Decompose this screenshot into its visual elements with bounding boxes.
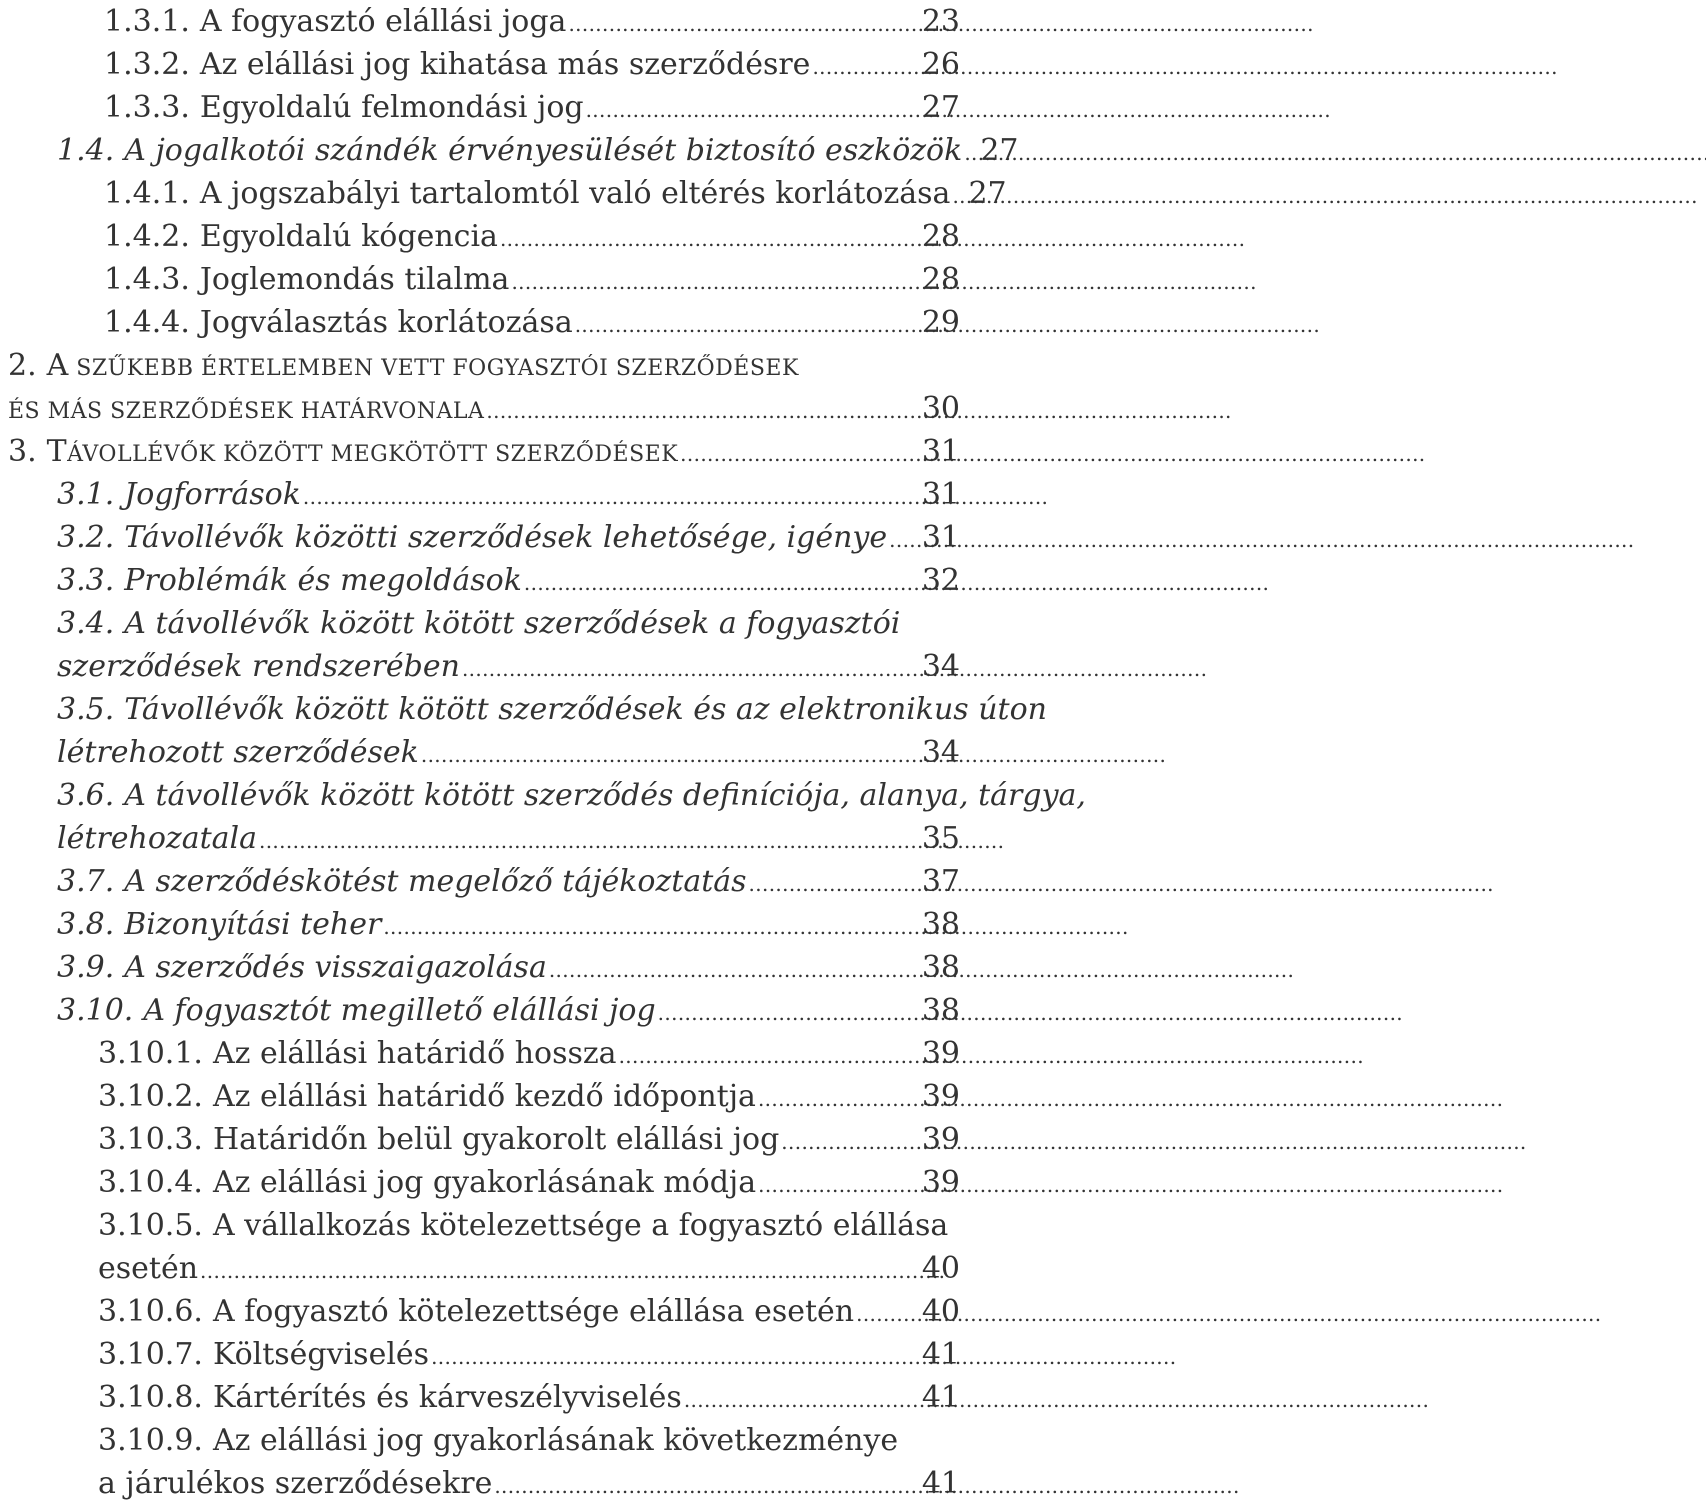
dot-leader	[856, 1290, 918, 1336]
toc-line	[57, 774, 1086, 817]
toc-entry-title: A jogalkotói szándék érvényesülését biztosító eszközök	[124, 133, 963, 168]
dot-leader	[383, 903, 917, 949]
toc-entry-title: Egyoldalú kógencia	[199, 219, 498, 254]
toc-page-number: 34	[921, 649, 960, 684]
toc-line	[8, 387, 960, 430]
toc-entry-number: 3.8.	[57, 907, 115, 942]
dot-leader	[952, 172, 964, 218]
toc-entry-number: 1.3.1.	[104, 4, 190, 39]
dot-leader	[568, 0, 917, 46]
toc-entry-title: Problémák és megoldások	[124, 563, 522, 598]
toc-entry-number: 3.1.	[57, 477, 115, 512]
toc-entry-number: 3.	[8, 434, 37, 469]
dot-leader	[889, 516, 918, 562]
toc-entry-number: 3.10.	[57, 993, 134, 1028]
toc-entry-title: Jogforrások	[124, 477, 301, 512]
toc-line	[104, 258, 960, 301]
dot-leader	[200, 1247, 918, 1293]
toc-entry-title: A vállalkozás kötelezettsége a fogyasztó elállása	[212, 1208, 949, 1243]
toc-page-number: 28	[921, 262, 960, 297]
dot-leader	[462, 645, 918, 691]
dot-leader	[500, 215, 918, 261]
dot-leader	[781, 1118, 918, 1164]
toc-entry-number: 2.	[8, 348, 37, 383]
toc-entry-title: Az elállási jog gyakorlásának módja	[212, 1165, 757, 1200]
toc-line	[57, 602, 960, 645]
toc-line	[8, 430, 960, 473]
dot-leader	[494, 1462, 917, 1508]
dot-leader	[812, 43, 917, 89]
toc-line	[98, 1032, 960, 1075]
toc-line	[57, 903, 960, 946]
toc-entry-title: Az elállási jog gyakorlásának következménye	[212, 1423, 899, 1458]
toc-line	[98, 1462, 960, 1505]
toc-entry-number: 1.4.4.	[104, 305, 190, 340]
toc-entry-number: 3.9.	[57, 950, 115, 985]
toc-entry-title: A SZŰKEBB ÉRTELEMBEN VETT FOGYASZTÓI SZERZŐDÉSEK	[46, 348, 799, 383]
toc-entry-number: 3.6.	[57, 778, 115, 813]
toc-entry-number: 3.10.5.	[98, 1208, 203, 1243]
toc-line	[98, 1290, 960, 1333]
toc-entry-number: 3.10.3.	[98, 1122, 203, 1157]
toc-line	[57, 516, 960, 559]
toc-entry-title: TÁVOLLÉVŐK KÖZÖTT MEGKÖTÖTT SZERZŐDÉSEK	[46, 434, 679, 469]
toc-entry-title: Távollévők közötti szerződések lehetősége, igénye	[124, 520, 888, 555]
toc-entry-title: A távollévők között kötött szerződés definíciója, alanya, tárgya,	[124, 778, 1086, 813]
toc-entry-number: 3.5.	[57, 692, 115, 727]
toc-page-number: 35	[921, 821, 960, 856]
toc-line	[104, 215, 960, 258]
toc-line	[98, 1204, 960, 1247]
toc-entry-number: 3.7.	[57, 864, 115, 899]
toc-page-number: 39	[921, 1079, 960, 1114]
toc-line	[98, 1419, 960, 1462]
toc-line	[57, 129, 1019, 172]
toc-line	[57, 731, 960, 774]
toc-line	[104, 172, 1007, 215]
dot-leader	[964, 129, 976, 175]
dot-leader	[619, 1032, 918, 1078]
dot-leader	[575, 301, 918, 347]
toc-line	[98, 1333, 960, 1376]
toc-entry-title: A szerződéskötést megelőző tájékoztatás	[124, 864, 747, 899]
toc-entry-number: 3.3.	[57, 563, 115, 598]
toc-page-number: 31	[921, 477, 960, 512]
dot-leader	[486, 387, 917, 433]
dot-leader	[431, 1333, 918, 1379]
toc-entry-title: A fogyasztót megillető elállási jog	[143, 993, 656, 1028]
toc-entry-number: 1.3.2.	[104, 47, 190, 82]
dot-leader	[684, 1376, 918, 1422]
toc-entry-number: 3.2.	[57, 520, 115, 555]
toc-entry-title: esetén	[98, 1251, 199, 1286]
toc-entry-title: Az elállási határidő hossza	[212, 1036, 617, 1071]
toc-page-number: 37	[921, 864, 960, 899]
dot-leader	[586, 86, 918, 132]
toc-entry-title: A fogyasztó kötelezettsége elállása esetén	[212, 1294, 855, 1329]
toc-entry-number: 3.10.7.	[98, 1337, 203, 1372]
toc-line	[98, 1075, 960, 1118]
toc-page-number: 29	[921, 305, 960, 340]
dot-leader	[549, 946, 918, 992]
toc-entry-title: Joglemondás tilalma	[199, 262, 510, 297]
toc-entry-title: ÉS MÁS SZERZŐDÉSEK HATÁRVONALA	[8, 399, 485, 424]
dot-leader	[758, 1075, 918, 1121]
toc-entry-number: 3.10.4.	[98, 1165, 203, 1200]
toc-entry-number: 1.3.3.	[104, 90, 190, 125]
dot-leader	[511, 258, 917, 304]
dot-leader	[524, 559, 918, 605]
toc-page-number: 39	[921, 1165, 960, 1200]
toc-page-number: 41	[921, 1337, 960, 1372]
toc-page-number: 41	[921, 1380, 960, 1415]
toc-line	[98, 1161, 960, 1204]
toc-line	[57, 817, 960, 860]
toc-entry-title: Egyoldalú felmondási jog	[199, 90, 584, 125]
toc-entry-number: 3.10.6.	[98, 1294, 203, 1329]
toc-entry-title: a járulékos szerződésekre	[98, 1466, 493, 1501]
toc-page-number: 27	[968, 176, 1007, 211]
toc-entry-title: Távollévők között kötött szerződések és az elektronikus úton	[124, 692, 1047, 727]
toc-entry-title: Határidőn belül gyakorolt elállási jog	[212, 1122, 780, 1157]
toc-page-number: 38	[921, 993, 960, 1028]
toc-entry-number: 1.4.1.	[104, 176, 190, 211]
toc-line	[98, 1376, 960, 1419]
toc-page-number: 41	[921, 1466, 960, 1501]
toc-entry-title: Bizonyítási teher	[124, 907, 382, 942]
toc-page-number: 39	[921, 1036, 960, 1071]
toc-line	[104, 0, 960, 43]
toc-entry-title: létrehozatala	[57, 821, 257, 856]
toc-page-number: 32	[921, 563, 960, 598]
dot-leader	[421, 731, 918, 777]
toc-page-number: 38	[921, 950, 960, 985]
toc-entry-title: Az elállási jog kihatása más szerződésre	[199, 47, 811, 82]
toc-page-number: 23	[921, 4, 960, 39]
toc-entry-title: A fogyasztó elállási joga	[199, 4, 567, 39]
toc-page-number: 30	[921, 391, 960, 426]
toc-page-number: 39	[921, 1122, 960, 1157]
toc-page-number: 40	[921, 1251, 960, 1286]
toc-line	[57, 559, 960, 602]
toc-entry-number: 3.4.	[57, 606, 115, 641]
toc-line	[57, 473, 960, 516]
toc-line	[57, 688, 1047, 731]
dot-leader	[758, 1161, 918, 1207]
toc-entry-number: 3.10.9.	[98, 1423, 203, 1458]
toc-page-number: 40	[921, 1294, 960, 1329]
toc-entry-title: Az elállási határidő kezdő időpontja	[212, 1079, 756, 1114]
toc-entry-number: 1.4.2.	[104, 219, 190, 254]
toc-page-number: 27	[921, 90, 960, 125]
toc-entry-title: A szerződés visszaigazolása	[124, 950, 547, 985]
toc-line	[8, 344, 960, 387]
toc-entry-title: A jogszabályi tartalomtól való eltérés korlátozása	[199, 176, 951, 211]
toc-line	[57, 946, 960, 989]
toc-page-number: 34	[921, 735, 960, 770]
toc-entry-title: létrehozott szerződések	[57, 735, 419, 770]
toc-entry-number: 3.10.8.	[98, 1380, 203, 1415]
toc-line	[57, 645, 960, 688]
dot-leader	[680, 430, 918, 476]
toc-entry-title: szerződések rendszerében	[57, 649, 460, 684]
toc-line	[104, 86, 960, 129]
toc-page-number: 31	[921, 434, 960, 469]
toc-line	[104, 301, 960, 344]
toc-entry-title: Kártérítés és kárveszélyviselés	[212, 1380, 682, 1415]
toc-line	[98, 1118, 960, 1161]
toc-entry-number: 3.10.1.	[98, 1036, 203, 1071]
toc-page-number: 38	[921, 907, 960, 942]
toc-entry-title: Költségviselés	[212, 1337, 430, 1372]
toc-line	[57, 989, 960, 1032]
toc-entry-number: 3.10.2.	[98, 1079, 203, 1114]
dot-leader	[259, 817, 918, 863]
toc-entry-number: 1.4.	[57, 133, 115, 168]
toc-line	[98, 1247, 960, 1290]
dot-leader	[303, 473, 918, 519]
toc-page-number: 31	[921, 520, 960, 555]
dot-leader	[658, 989, 918, 1035]
toc-entry-number: 1.4.3.	[104, 262, 190, 297]
dot-leader	[749, 860, 918, 906]
toc-line	[57, 860, 960, 903]
toc-page-number: 27	[980, 133, 1019, 168]
toc-entry-title: A távollévők között kötött szerződések a fogyasztói	[124, 606, 901, 641]
toc-page-number: 28	[921, 219, 960, 254]
toc-entry-title: Jogválasztás korlátozása	[199, 305, 573, 340]
toc-line	[104, 43, 960, 86]
toc-page-number: 26	[921, 47, 960, 82]
